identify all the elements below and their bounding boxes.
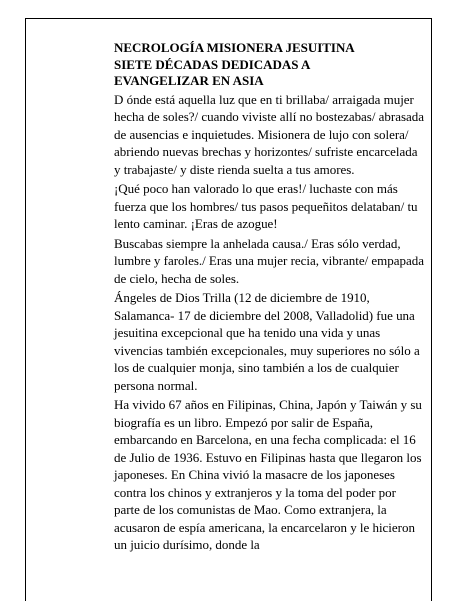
- article: [114, 40, 424, 554]
- paragraph-biography-intro: Ángeles de Dios Trilla (12 de diciembre de 1910, Salamanca- 17 de diciembre del 2008, Valladolid) fue una jesuitina excepcional que ha tenido una vida y unas vivencias también excepcionales, muy superiores no sólo a los de cualquier monja, sino también a los de cualquier persona normal.: [114, 290, 420, 393]
- article-title: [114, 40, 424, 90]
- title-line-1: NECROLOGÍA MISIONERA JESUITINA: [114, 40, 355, 55]
- paragraph-biography-asia: Ha vivido 67 años en Filipinas, China, Japón y Taiwán y su biografía es un libro. Empezó por salir de España, embarcando en Barcelona, en una fecha complicada: el 16 de Julio de 1936. Estuvo en Filipinas hasta que llegaron los japoneses. En China vivió la masacre de los japoneses contra los chinos y extranjeros y la toma del poder por parte de los comunistas de Mao. Como extranjera, la acusaron de espía americana, la encarcelaron y le hicieron un juicio durísimo, donde la: [114, 397, 422, 552]
- paragraph-poem-2: ¡Qué poco han valorado lo que eras!/ luchaste con más fuerza que los hombres/ tus pasos pequeñitos delataban/ tu lento caminar. ¡Eras de azogue!: [114, 181, 418, 231]
- title-line-3: EVANGELIZAR EN ASIA: [114, 73, 264, 88]
- paragraph-poem-1: D ónde está aquella luz que en ti brillaba/ arraigada mujer hecha de soles?/ cuando viviste allí no bostezabas/ abrasada de ausencias e inquietudes. Misionera de lujo con solera/ abriendo nuevas brechas y horizontes/ sufriste encarcelada y trabajaste/ y diste rienda suelta a tus amores.: [114, 91, 424, 177]
- title-line-2: SIETE DÉCADAS DEDICADAS A: [114, 56, 311, 72]
- paragraph-poem-3: Buscabas siempre la anhelada causa./ Eras sólo verdad, lumbre y faroles./ Eras una mujer recia, vibrante/ empapada de cielo, hecha de soles.: [114, 235, 424, 286]
